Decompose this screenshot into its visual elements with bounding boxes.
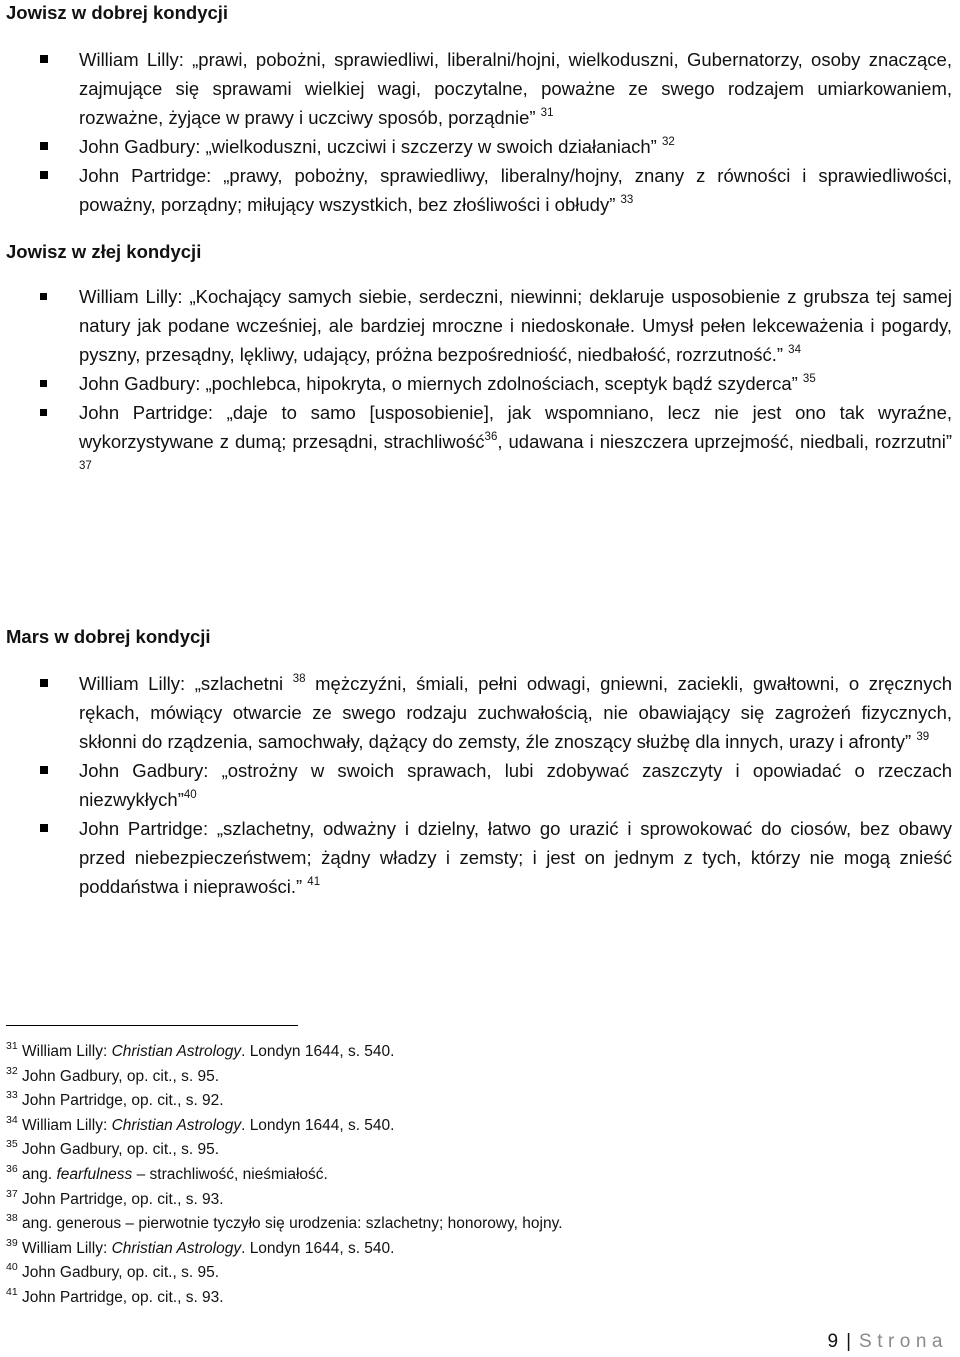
footnote-title: fearfulness	[56, 1165, 133, 1183]
footnote-text: John Gadbury, op. cit., s. 95.	[22, 1141, 220, 1159]
footnote-text: . Londyn 1644, s. 540.	[241, 1116, 395, 1134]
footnote-text: William Lilly:	[22, 1116, 112, 1134]
quote-list	[0, 669, 960, 901]
footnote	[6, 1065, 563, 1090]
footnote-ref[interactable]: 34	[788, 344, 801, 356]
footnote-list	[6, 1040, 563, 1311]
footnote-title: Christian Astrology	[111, 1239, 242, 1257]
footnote-ref[interactable]: 41	[307, 876, 321, 888]
list-item	[0, 161, 960, 219]
quote-text: William Lilly: „szlachetni	[79, 673, 284, 694]
footnote-text: William Lilly:	[22, 1239, 112, 1257]
section-heading: Jowisz w dobrej kondycji	[6, 2, 229, 23]
footnote	[6, 1212, 563, 1237]
section-heading: Jowisz w złej kondycji	[6, 241, 202, 262]
list-item	[0, 398, 960, 485]
square-bullet-icon	[40, 766, 48, 774]
square-bullet-icon	[40, 824, 48, 832]
footnote	[6, 1163, 563, 1188]
square-bullet-icon	[40, 142, 48, 150]
footnote-ref[interactable]: 37	[79, 460, 92, 472]
quote-text: , udawana i nieszczera uprzejmość, niedbali, rozrzutni”	[497, 431, 952, 452]
footnote-number: 33	[6, 1089, 18, 1102]
footnote	[6, 1237, 563, 1262]
list-item	[0, 369, 960, 398]
list-item	[0, 756, 960, 814]
footnote-number: 35	[6, 1138, 18, 1151]
footnote-text: John Gadbury, op. cit., s. 95.	[22, 1067, 220, 1085]
footnote-text: – strachliwość, nieśmiałość.	[132, 1165, 328, 1183]
footnote-number: 41	[6, 1285, 18, 1298]
footnote	[6, 1040, 563, 1065]
footnote-ref[interactable]: 32	[661, 136, 675, 148]
footnote-number: 34	[6, 1113, 18, 1126]
footnote	[6, 1188, 563, 1213]
footnote-text: William Lilly:	[22, 1043, 112, 1060]
quote-text: William Lilly: „Kochający samych siebie, serdeczni, niewinni; deklaruje usposobienie z grubsza tej samej natury jak podane wcześniej, ale bardziej mroczne i niedoskonałe. Umysł pełen lekceważenia i pogardy, pyszny, przesądny, lękliwy, udający, próżna bezpośredniość, niedbałość, rozrzutność.”	[79, 286, 952, 365]
square-bullet-icon	[40, 293, 47, 300]
footnote-title: Christian Astrology	[111, 1043, 242, 1060]
quote-text: John Partridge: „daje to samo [usposobienie], jak wspomniano, lecz nie jest ono tak wyraźne, wykorzystywane z dumą; przesądni, strachliwość	[79, 402, 952, 452]
quote-text: mężczyźni, śmiali, pełni odwagi, gniewni, zaciekli, gwałtowni, o zręcznych rękach, mówiący otwarcie ze swego rodzaju zuchwałością, nie obawiający się zagrożeń fizycznych, skłonni do rządzenia, samochwały, dążący do zemsty, źle znoszący służbę dla innych, urazy i afronty”	[79, 673, 953, 752]
section-heading: Mars w dobrej kondycji	[6, 626, 211, 647]
footnote-number: 32	[6, 1064, 18, 1077]
footnote-ref[interactable]: 35	[802, 373, 816, 385]
footnote	[6, 1286, 563, 1311]
footnote-number: 39	[6, 1236, 18, 1249]
footnote-text: John Partridge, op. cit., s. 92.	[22, 1092, 224, 1110]
footer-separator: |	[846, 1331, 852, 1352]
quote-text: John Gadbury: „wielkoduszni, uczciwi i szczerzy w swoich działaniach”	[79, 136, 657, 157]
footnote	[6, 1261, 563, 1286]
footnote-ref[interactable]: 31	[540, 107, 554, 119]
footnote-text: ang.	[22, 1165, 57, 1183]
footnote-text: John Partridge, op. cit., s. 93.	[22, 1288, 224, 1306]
quote-text: John Partridge: „szlachetny, odważny i dzielny, łatwo go urazić i sprowokować do ciosów, bez obawy przed niebezpieczeństwem; żądny władzy i zemsty; i jest on jednym z tych, którzy nie mogą znieść poddaństwa i nieprawości.”	[79, 818, 952, 897]
footnote-ref[interactable]: 40	[183, 789, 197, 801]
list-item	[0, 669, 960, 756]
square-bullet-icon	[40, 171, 48, 179]
footnote-separator	[6, 1025, 298, 1026]
square-bullet-icon	[40, 55, 48, 63]
footnote-text: . Londyn 1644, s. 540.	[241, 1043, 395, 1060]
footnote-ref[interactable]: 39	[916, 731, 930, 743]
list-item	[0, 282, 960, 369]
page-number: 9	[827, 1331, 839, 1352]
square-bullet-icon	[40, 380, 47, 387]
footnote-number: 36	[6, 1162, 18, 1175]
quote-text: John Gadbury: „pochlebca, hipokryta, o miernych zdolnościach, sceptyk bądź szyderca”	[79, 373, 798, 394]
footnote-text: John Gadbury, op. cit., s. 95.	[22, 1264, 220, 1282]
footnote-ref[interactable]: 36	[484, 431, 498, 443]
footnote	[6, 1114, 563, 1139]
list-item	[0, 132, 960, 161]
footnote	[6, 1138, 563, 1163]
square-bullet-icon	[40, 679, 48, 687]
page-footer	[828, 1330, 949, 1354]
footnote-title: Christian Astrology	[111, 1116, 242, 1134]
list-item	[0, 45, 960, 132]
footnote-number: 40	[6, 1261, 18, 1274]
quote-list	[0, 282, 960, 485]
footnote-number: 38	[6, 1212, 18, 1225]
square-bullet-icon	[40, 409, 47, 416]
quote-text: John Partridge: „prawy, pobożny, sprawiedliwy, liberalny/hojny, znany z równości i sprawiedliwości, poważny, porządny; miłujący wszystkich, bez złośliwości i obłudy”	[79, 165, 952, 215]
footnote-number: 37	[6, 1187, 18, 1200]
page-label: Strona	[859, 1331, 948, 1352]
footnote-number: 31	[6, 1040, 18, 1052]
footnote-ref[interactable]: 38	[292, 673, 306, 685]
quote-text: William Lilly: „prawi, pobożni, sprawiedliwi, liberalni/hojni, wielkoduszni, Gubernatorzy, osoby znaczące, zajmujące się sprawami wielkiej wagi, poczytalne, poważne ze swego rodzajem umiarkowaniem, rozważne, żyjące w prawy i uczciwy sposób, porządnie”	[79, 49, 952, 128]
footnote-text: ang. generous – pierwotnie tyczyło się urodzenia: szlachetny; honorowy, hojny.	[22, 1215, 563, 1233]
footnote-text: . Londyn 1644, s. 540.	[241, 1239, 395, 1257]
quote-list	[0, 45, 960, 219]
footnote-ref[interactable]: 33	[620, 194, 634, 206]
quote-text: John Gadbury: „ostrożny w swoich sprawach, lubi zdobywać zaszczyty i opowiadać o rzeczach niezwykłych”	[79, 760, 952, 810]
list-item	[0, 814, 960, 901]
footnote	[6, 1089, 563, 1114]
footnote-text: John Partridge, op. cit., s. 93.	[22, 1190, 224, 1208]
